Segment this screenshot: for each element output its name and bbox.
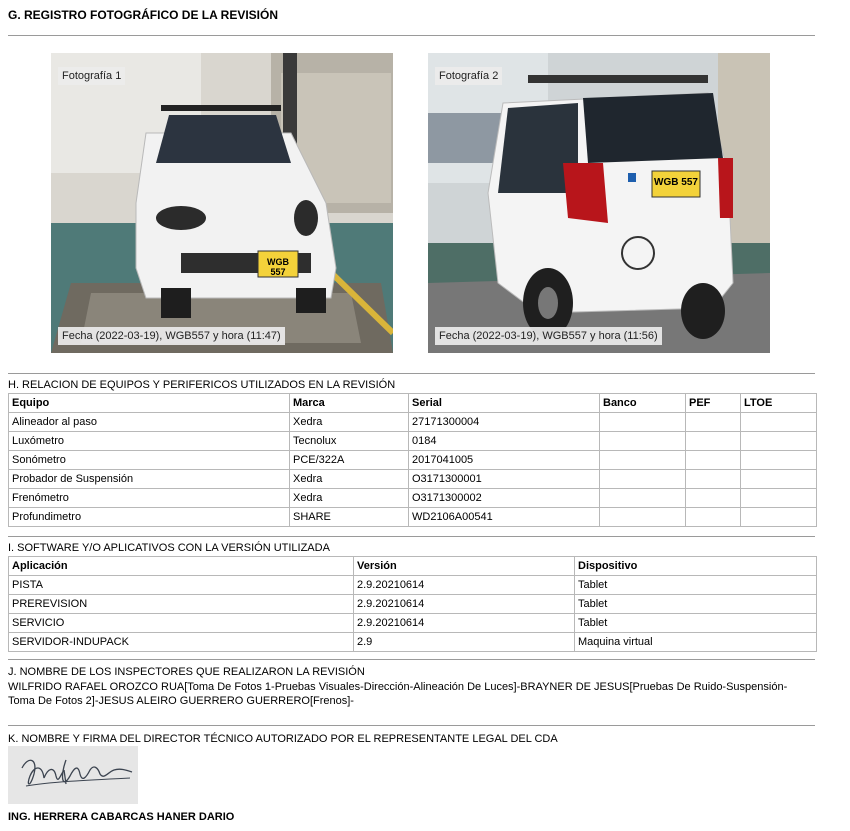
cell-version: 2.9 (354, 633, 575, 652)
cell-ltoe (741, 432, 817, 451)
photo-2-label: Fotografía 2 (435, 67, 502, 85)
cell-aplicacion: PISTA (9, 576, 354, 595)
table-row (9, 508, 817, 527)
signature-image (8, 746, 138, 804)
cell-marca: Tecnolux (290, 432, 409, 451)
car-rear-photo (428, 53, 770, 353)
divider (8, 35, 815, 36)
cell-banco (600, 432, 686, 451)
col-pef: PEF (686, 394, 741, 413)
cell-equipo: Profundimetro (9, 508, 290, 527)
cell-aplicacion: SERVICIO (9, 614, 354, 633)
table-row (9, 432, 817, 451)
software-table (8, 556, 817, 652)
cell-dispositivo: Tablet (575, 614, 817, 633)
divider (8, 659, 815, 660)
table-row (9, 576, 817, 595)
cell-marca: Xedra (290, 413, 409, 432)
cell-version: 2.9.20210614 (354, 614, 575, 633)
cell-marca: Xedra (290, 470, 409, 489)
cell-dispositivo: Tablet (575, 595, 817, 614)
photo-2 (428, 53, 770, 353)
inspectors-line-2: Toma De Fotos 2]-JESUS ALEIRO GUERRERO GUERRERO[Frenos]- (8, 695, 354, 707)
photo-1-label: Fotografía 1 (58, 67, 125, 85)
section-j-title: J. NOMBRE DE LOS INSPECTORES QUE REALIZARON LA REVISIÓN (8, 666, 365, 678)
car-front-photo (51, 53, 393, 353)
col-serial: Serial (409, 394, 600, 413)
cell-version: 2.9.20210614 (354, 576, 575, 595)
cell-pef (686, 489, 741, 508)
col-ltoe: LTOE (741, 394, 817, 413)
cell-aplicacion: SERVIDOR-INDUPACK (9, 633, 354, 652)
table-row (9, 489, 817, 508)
cell-serial: O3171300001 (409, 470, 600, 489)
table-row (9, 451, 817, 470)
cell-marca: PCE/322A (290, 451, 409, 470)
section-g-title: G. REGISTRO FOTOGRÁFICO DE LA REVISIÓN (8, 8, 279, 22)
col-aplicacion: Aplicación (9, 557, 354, 576)
photo-1-caption: Fecha (2022-03-19), WGB557 y hora (11:47) (58, 327, 285, 345)
inspectors-line-1: WILFRIDO RAFAEL OROZCO RUA[Toma De Fotos 1-Pruebas Visuales-Dirección-Alineación De Luces]-BRAYNER DE JESUS[Pruebas De Ruido-Suspensión- (8, 681, 788, 693)
col-equipo: Equipo (9, 394, 290, 413)
divider (8, 373, 815, 374)
cell-serial: 2017041005 (409, 451, 600, 470)
equipment-table (8, 393, 817, 527)
plate-1: WGB 557 (267, 257, 289, 277)
cell-dispositivo: Maquina virtual (575, 633, 817, 652)
cell-equipo: Sonómetro (9, 451, 290, 470)
section-i-title: I. SOFTWARE Y/O APLICATIVOS CON LA VERSIÓN UTILIZADA (8, 542, 330, 554)
table-row (9, 470, 817, 489)
cell-pef (686, 470, 741, 489)
photo-2-caption: Fecha (2022-03-19), WGB557 y hora (11:56) (435, 327, 662, 345)
cell-aplicacion: PREREVISION (9, 595, 354, 614)
cell-marca: Xedra (290, 489, 409, 508)
cell-serial: O3171300002 (409, 489, 600, 508)
divider (8, 536, 815, 537)
col-version: Versión (354, 557, 575, 576)
col-dispositivo: Dispositivo (575, 557, 817, 576)
cell-banco (600, 451, 686, 470)
photo-1 (51, 53, 393, 353)
cell-version: 2.9.20210614 (354, 595, 575, 614)
cell-banco (600, 470, 686, 489)
section-k-title: K. NOMBRE Y FIRMA DEL DIRECTOR TÉCNICO AUTORIZADO POR EL REPRESENTANTE LEGAL DEL CDA (8, 733, 558, 745)
cell-banco (600, 489, 686, 508)
cell-dispositivo: Tablet (575, 576, 817, 595)
cell-ltoe (741, 508, 817, 527)
cell-serial: 0184 (409, 432, 600, 451)
divider (8, 725, 815, 726)
cell-equipo: Alineador al paso (9, 413, 290, 432)
signature-scribble (8, 746, 138, 804)
cell-ltoe (741, 489, 817, 508)
table-header-row (9, 557, 817, 576)
cell-equipo: Luxómetro (9, 432, 290, 451)
table-row (9, 413, 817, 432)
cell-pef (686, 432, 741, 451)
plate-2: WGB 557 (654, 177, 698, 188)
cell-banco (600, 508, 686, 527)
cell-pef (686, 508, 741, 527)
table-row (9, 595, 817, 614)
cell-banco (600, 413, 686, 432)
table-row (9, 633, 817, 652)
cell-ltoe (741, 470, 817, 489)
director-name: ING. HERRERA CABARCAS HANER DARIO (8, 811, 235, 823)
cell-pef (686, 451, 741, 470)
cell-equipo: Frenómetro (9, 489, 290, 508)
cell-ltoe (741, 413, 817, 432)
table-header-row (9, 394, 817, 413)
cell-pef (686, 413, 741, 432)
cell-serial: WD2106A00541 (409, 508, 600, 527)
table-row (9, 614, 817, 633)
col-banco: Banco (600, 394, 686, 413)
cell-serial: 27171300004 (409, 413, 600, 432)
section-h-title: H. RELACION DE EQUIPOS Y PERIFERICOS UTILIZADOS EN LA REVISIÓN (8, 379, 396, 391)
cell-ltoe (741, 451, 817, 470)
cell-marca: SHARE (290, 508, 409, 527)
col-marca: Marca (290, 394, 409, 413)
cell-equipo: Probador de Suspensión (9, 470, 290, 489)
